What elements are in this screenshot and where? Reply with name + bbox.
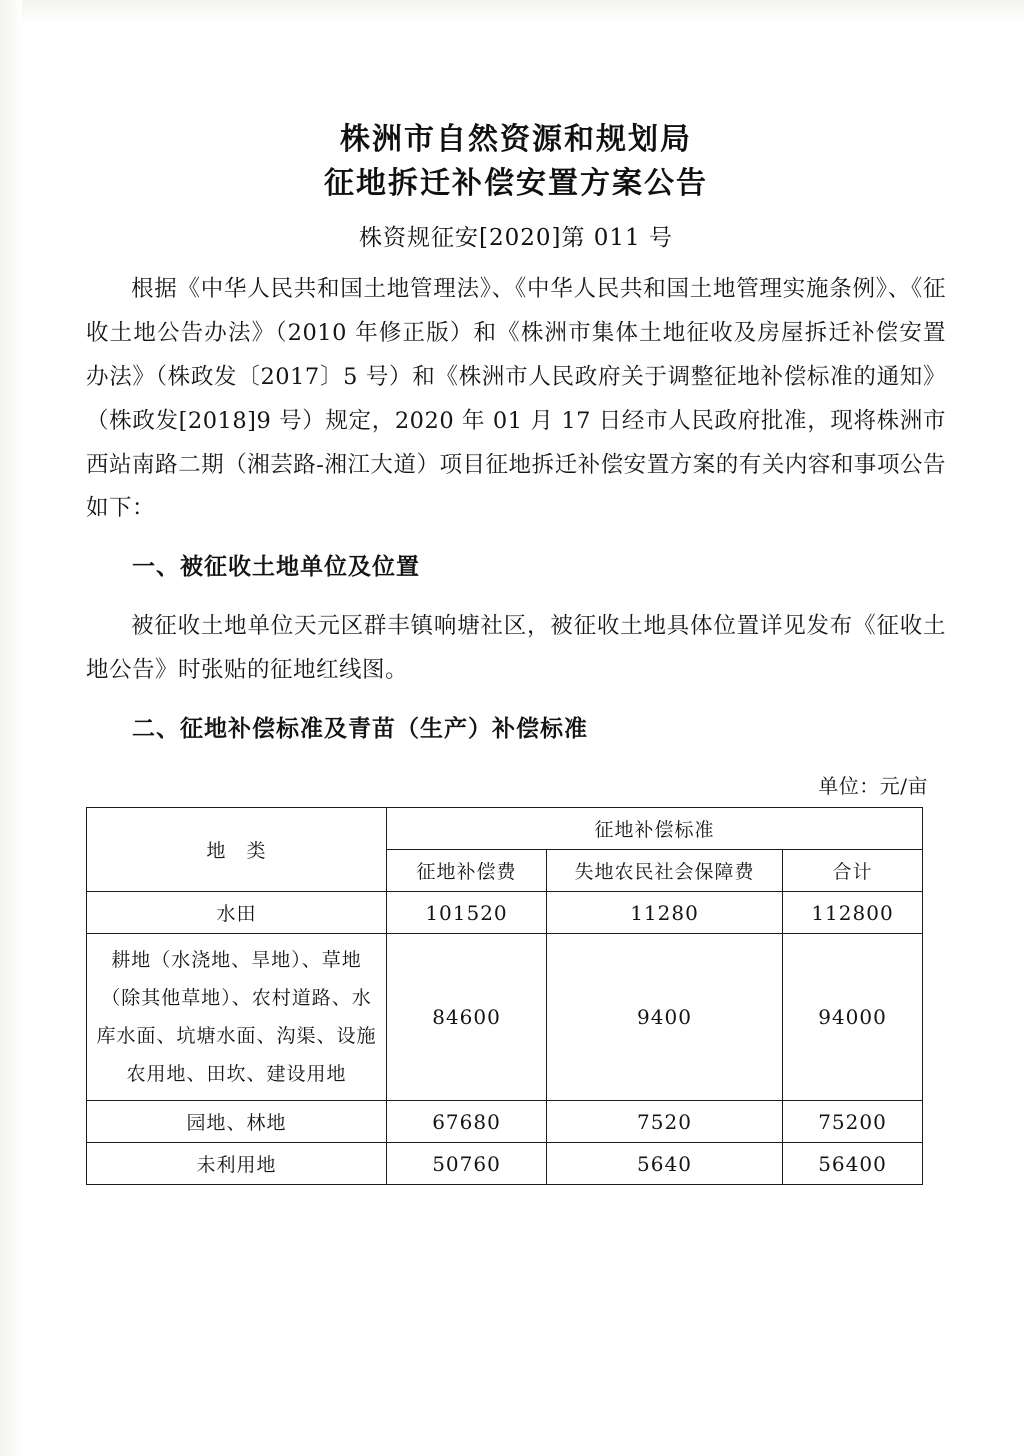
table-cell-social-security: 9400 [547, 934, 783, 1101]
table-header-row-top [87, 808, 923, 850]
table-row [87, 892, 923, 934]
table-cell-social-security: 5640 [547, 1143, 783, 1185]
compensation-table [86, 807, 923, 1185]
table-cell-total: 56400 [783, 1143, 923, 1185]
document-title-line-1: 株洲市自然资源和规划局 [340, 122, 692, 157]
section-heading-1: 一、被征收土地单位及位置 [132, 553, 420, 581]
table-row [87, 934, 923, 1101]
section-text-1: 被征收土地单位天元区群丰镇响塘社区，被征收土地具体位置详见发布《征收土地公告》时张贴的征地红线图。 [86, 612, 946, 683]
scan-edge-top [0, 0, 1024, 26]
table-cell-social-security: 7520 [547, 1101, 783, 1143]
table-unit-note: 单位：元/亩 [818, 774, 928, 799]
section-heading-2: 二、征地补偿标准及青苗（生产）补偿标准 [132, 714, 588, 742]
table-header-col-total: 合计 [783, 850, 923, 892]
table-cell-compensation: 101520 [387, 892, 547, 934]
table-cell-category: 耕地（水浇地、旱地）、草地（除其他草地）、农村道路、水库水面、坑塘水面、沟渠、设施农用地、田坎、建设用地 [87, 934, 387, 1101]
title-block [86, 118, 946, 252]
table-cell-compensation: 50760 [387, 1143, 547, 1185]
table-cell-compensation: 84600 [387, 934, 547, 1101]
scan-edge-left [0, 0, 22, 1456]
table-cell-total: 112800 [783, 892, 923, 934]
document-title-line-2: 征地拆迁补偿安置方案公告 [324, 165, 708, 201]
table-header-group: 征地补偿标准 [387, 808, 923, 850]
table-row [87, 1143, 923, 1185]
table-cell-total: 75200 [783, 1101, 923, 1143]
table-header-col-social-security: 失地农民社会保障费 [547, 850, 783, 892]
table-cell-category: 水田 [87, 892, 387, 934]
document-number: 株资规征安[2020]第 011 号 [358, 225, 673, 251]
table-header-category: 地 类 [87, 808, 387, 892]
table-cell-social-security: 11280 [547, 892, 783, 934]
table-cell-total: 94000 [783, 934, 923, 1101]
table-header-col-compensation: 征地补偿费 [387, 850, 547, 892]
table-cell-category: 园地、林地 [87, 1101, 387, 1143]
table-cell-compensation: 67680 [387, 1101, 547, 1143]
paragraph-preamble: 根据《中华人民共和国土地管理法》、《中华人民共和国土地管理实施条例》、《征收土地公告办法》（2010 年修正版）和《株洲市集体土地征收及房屋拆迁补偿安置办法》（株政发〔2017〕5 号）和《株洲市人民政府关于调整征地补偿标准的通知》（株政发[2018]9 号）规定，2020 年 01 月 17 日经市人民政府批准，现将株洲市西站南路二期（湘芸路-湘江大道）项目征地拆迁补偿安置方案的有关内容和事项公告如下： [86, 276, 946, 522]
table-row [87, 1101, 923, 1143]
table-cell-category: 未利用地 [87, 1143, 387, 1185]
